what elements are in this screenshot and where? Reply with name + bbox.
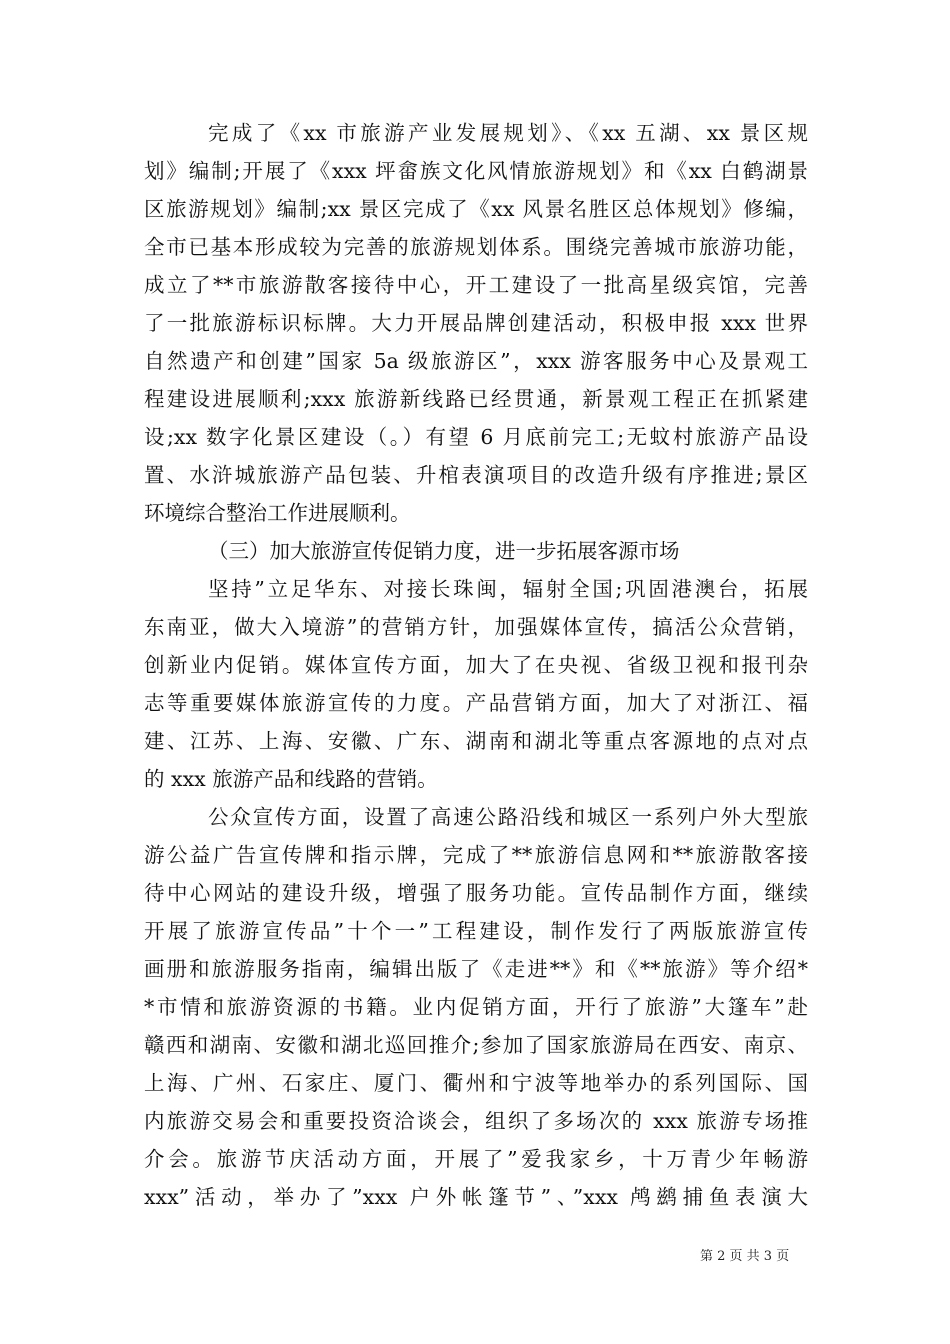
text-line: 全市已基本形成较为完善的旅游规划体系。围绕完善城市旅游功能，: [144, 235, 808, 259]
text-line: 赣西和湖南、安徽和湖北巡回推介;参加了国家旅游局在西安、南京、: [144, 1033, 808, 1057]
text-line: 成立了**市旅游散客接待中心，开工建设了一批高星级宾馆，完善: [144, 273, 808, 297]
text-line: *市情和旅游资源的书籍。业内促销方面，开行了旅游”大篷车”赴: [144, 995, 808, 1019]
text-line: 环境综合整治工作进展顺利。: [144, 501, 411, 525]
text-line: 介会。旅游节庆活动方面，开展了”爱我家乡，十万青少年畅游: [144, 1147, 808, 1171]
section-heading: （三）加大旅游宣传促销力度，进一步拓展客源市场: [208, 539, 680, 563]
text-line: 画册和旅游服务指南，编辑出版了《走进**》和《**旅游》等介绍*: [144, 957, 808, 981]
text-line: 东南亚，做大入境游”的营销方针，加强媒体宣传，搞活公众营销，: [144, 615, 808, 639]
text-line: xxx”活动，举办了”xxx 户外帐篷节”、”xxx 鸬鹚捕鱼表演大: [144, 1185, 808, 1209]
text-line: 内旅游交易会和重要投资洽谈会，组织了多场次的 xxx 旅游专场推: [144, 1109, 808, 1133]
text-line: 待中心网站的建设升级，增强了服务功能。宣传品制作方面，继续: [144, 881, 808, 905]
text-line: 建、江苏、上海、安徽、广东、湖南和湖北等重点客源地的点对点: [144, 729, 808, 753]
text-line: 自然遗产和创建”国家 5a 级旅游区”，xxx 游客服务中心及景观工: [144, 349, 808, 373]
text-line: 坚持”立足华东、对接长珠闽，辐射全国;巩固港澳台，拓展: [208, 577, 808, 601]
text-line: 游公益广告宣传牌和指示牌，完成了**旅游信息网和**旅游散客接: [144, 843, 808, 867]
text-line: 公众宣传方面，设置了高速公路沿线和城区一系列户外大型旅: [208, 805, 808, 829]
text-line: 置、水浒城旅游产品包装、升棺表演项目的改造升级有序推进;景区: [144, 463, 808, 487]
text-line: 划》编制;开展了《xxx 坪畲族文化风情旅游规划》和《xx 白鹤湖景: [144, 159, 808, 183]
text-line: 的 xxx 旅游产品和线路的营销。: [144, 767, 438, 791]
text-line: 程建设进展顺利;xxx 旅游新线路已经贯通，新景观工程正在抓紧建: [144, 387, 808, 411]
text-line: 完成了《xx 市旅游产业发展规划》、《xx 五湖、xx 景区规: [208, 121, 808, 145]
text-line: 上海、广州、石家庄、厦门、衢州和宁波等地举办的系列国际、国: [144, 1071, 808, 1095]
text-line: 创新业内促销。媒体宣传方面，加大了在央视、省级卫视和报刊杂: [144, 653, 808, 677]
document-body: [144, 114, 808, 1216]
page-number: 第 2 页 共 3 页: [700, 1249, 790, 1264]
text-line: 设;xx 数字化景区建设（。）有望 6 月底前完工;无蚊村旅游产品设: [144, 425, 808, 449]
text-line: 志等重要媒体旅游宣传的力度。产品营销方面，加大了对浙江、福: [144, 691, 808, 715]
text-line: 了一批旅游标识标牌。大力开展品牌创建活动，积极申报 xxx 世界: [144, 311, 808, 335]
text-line: 区旅游规划》编制;xx 景区完成了《xx 风景名胜区总体规划》修编，: [144, 197, 808, 221]
text-line: 开展了旅游宣传品”十个一”工程建设，制作发行了两版旅游宣传: [144, 919, 808, 943]
